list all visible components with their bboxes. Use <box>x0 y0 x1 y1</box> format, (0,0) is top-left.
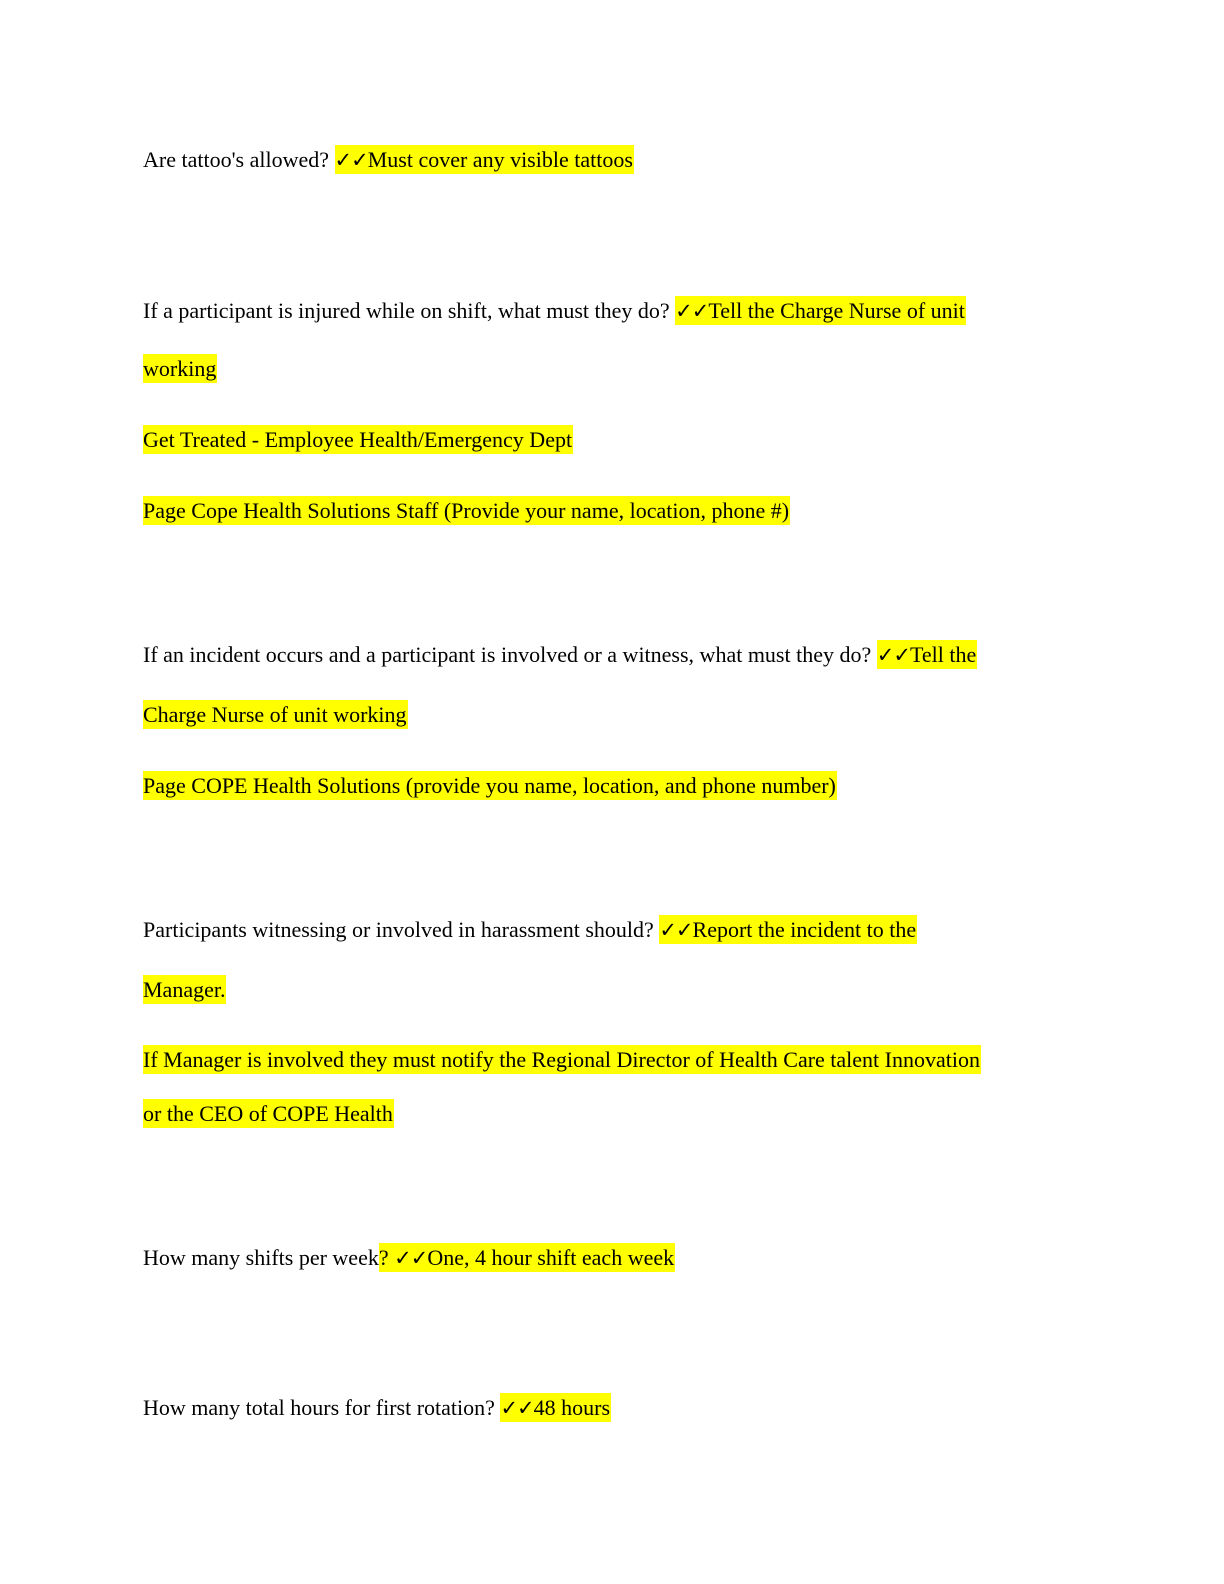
answer-prefix: ? <box>378 1245 395 1270</box>
qa-item-incident <box>143 641 977 669</box>
answer-text: 48 hours <box>533 1395 611 1420</box>
answer-highlight <box>659 915 917 944</box>
answer-text: If Manager is involved they must notify the Regional Director of Health Care talent Innovation <box>143 1047 980 1072</box>
check-mark-icon: ✓✓ <box>876 643 910 667</box>
qa-item-shifts <box>143 1244 675 1272</box>
question-text: Participants witnessing or involved in harassment should? <box>143 917 660 942</box>
answer-text: Charge Nurse of unit working <box>143 702 407 727</box>
question-text: Are tattoo's allowed? <box>143 147 335 172</box>
qa-item-hours <box>143 1394 611 1422</box>
answer-text: Report the incident to the <box>692 917 917 942</box>
answer-text: working <box>143 356 217 381</box>
check-mark-icon: ✓✓ <box>675 299 709 323</box>
answer-highlight <box>500 1393 611 1422</box>
question-text: How many total hours for first rotation? <box>143 1395 501 1420</box>
answer-continuation <box>143 1100 394 1128</box>
qa-item-injury <box>143 297 966 325</box>
answer-continuation <box>143 355 217 383</box>
answer-continuation <box>143 701 408 729</box>
answer-highlight <box>379 1243 675 1272</box>
answer-continuation <box>143 976 226 1004</box>
answer-highlight <box>877 640 977 669</box>
answer-text: Must cover any visible tattoos <box>367 147 633 172</box>
qa-item-tattoos <box>143 146 634 174</box>
question-text: If an incident occurs and a participant is involved or a witness, what must they do? <box>143 642 877 667</box>
answer-text: Get Treated - Employee Health/Emergency Dept <box>143 427 573 452</box>
answer-text: Manager. <box>143 977 226 1002</box>
answer-text: Page COPE Health Solutions (provide you name, location, and phone number) <box>143 773 836 798</box>
answer-text: Page Cope Health Solutions Staff (Provide your name, location, phone #) <box>143 498 790 523</box>
check-mark-icon: ✓✓ <box>659 918 693 942</box>
answer-text: One, 4 hour shift each week <box>427 1245 675 1270</box>
check-mark-icon: ✓✓ <box>334 148 368 172</box>
question-text: If a participant is injured while on shift, what must they do? <box>143 298 676 323</box>
answer-highlight <box>675 296 966 325</box>
answer-step <box>143 772 837 800</box>
check-mark-icon: ✓✓ <box>394 1246 428 1270</box>
answer-text: or the CEO of COPE Health <box>143 1101 393 1126</box>
check-mark-icon: ✓✓ <box>500 1396 534 1420</box>
answer-step <box>143 1046 981 1074</box>
answer-text: Tell the Charge Nurse of unit <box>708 298 965 323</box>
answer-step <box>143 426 573 454</box>
answer-highlight <box>335 145 634 174</box>
answer-text: Tell the <box>909 642 977 667</box>
question-text: How many shifts per week <box>143 1245 379 1270</box>
qa-item-harassment <box>143 916 917 944</box>
answer-step <box>143 497 790 525</box>
